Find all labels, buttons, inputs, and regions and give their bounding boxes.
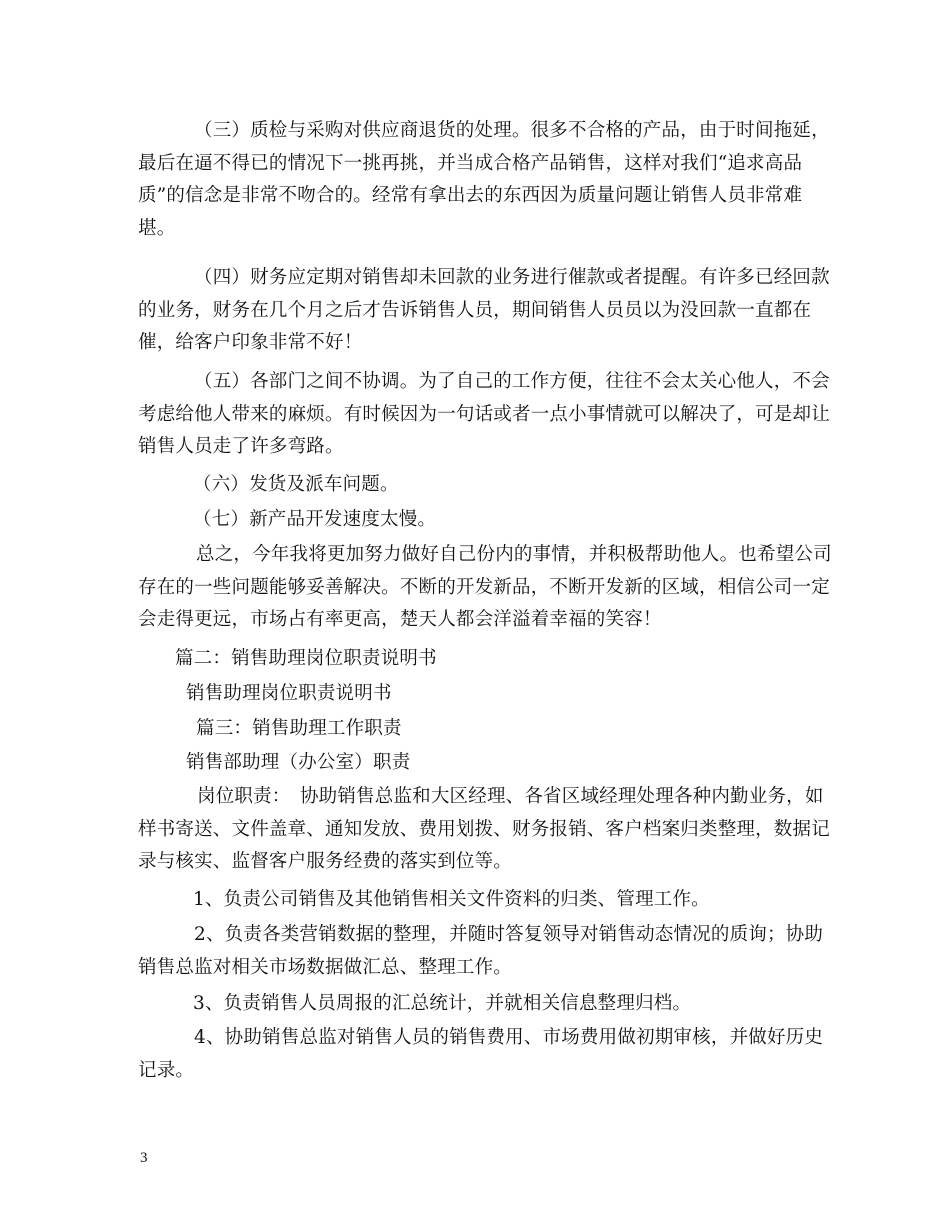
duty-item-3: 3、负责销售人员周报的汇总统计，并就相关信息整理归档。 xyxy=(193,993,692,1014)
paragraph-new-product-speed: （七）新产品开发速度太慢。 xyxy=(193,509,437,530)
part2-title: 销售助理岗位职责说明书 xyxy=(186,683,392,704)
paragraph-finance-collection: （四）财务应定期对销售却未回款的业务进行催款或者提醒。有许多已经回款的业务，财务在几个月之后才告诉销售人员，期间销售人员员以为没回款一直都在催，给客户印象非常不好！ xyxy=(138,267,830,353)
duty-item-4: 4、协助销售总监对销售人员的销售费用、市场费用做初期审核，并做好历史记录。 xyxy=(138,1027,824,1081)
part2-heading: 篇二：销售助理岗位职责说明书 xyxy=(175,648,437,669)
part3-heading: 篇三：销售助理工作职责 xyxy=(196,718,402,739)
paragraph-department-coordination: （五）各部门之间不协调。为了自己的工作方便，往往不会太关心他人，不会考虑给他人带来的麻烦。有时候因为一句话或者一点小事情就可以解决了，可是却让销售人员走了许多弯路。 xyxy=(138,371,830,457)
paragraph-duties-intro: 岗位职责： 协助销售总监和大区经理、各省区域经理处理各种内勤业务，如样书寄送、文件盖章、通知发放、费用划拨、财务报销、客户档案归类整理，数据记录与核实、监督客户服务经费的落实到位等。 xyxy=(138,786,830,872)
paragraph-shipping-issue: （六）发货及派车问题。 xyxy=(193,474,399,495)
paragraph-summary: 总之，今年我将更加努力做好自己份内的事情，并积极帮助他人。也希望公司存在的一些问题能够妥善解决。不断的开发新品，不断开发新的区域，相信公司一定会走得更远，市场占有率更高，楚天人都会洋溢着幸福的笑容！ xyxy=(138,544,832,630)
duty-item-2: 2、负责各类营销数据的整理，并随时答复领导对销售动态情况的质询；协助销售总监对相关市场数据做汇总、整理工作。 xyxy=(138,924,824,978)
part3-title: 销售部助理（办公室）职责 xyxy=(186,752,411,773)
duty-item-1: 1、负责公司销售及其他销售相关文件资料的归类、管理工作。 xyxy=(193,889,710,910)
page-number: 3 xyxy=(140,1150,148,1166)
paragraph-quality-returns: （三）质检与采购对供应商退货的处理。很多不合格的产品，由于时间拖延，最后在逼不得已的情况下一挑再挑，并当成合格产品销售，这样对我们“追求高品质”的信念是非常不吻合的。经常有拿出去的东西因为质量问题让销售人员非常难堪。 xyxy=(138,120,830,239)
